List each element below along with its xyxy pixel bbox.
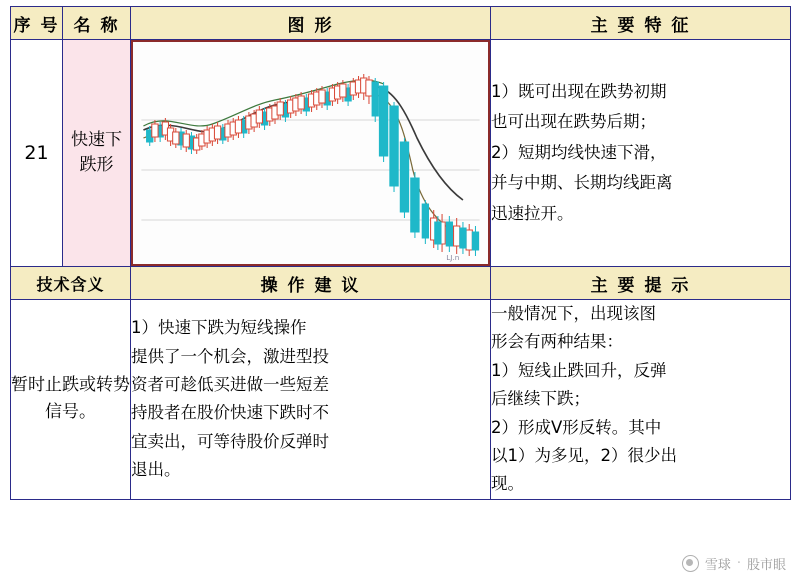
advice-line: 1）快速下跌为短线操作 bbox=[131, 318, 307, 338]
advice-line: 持股者在股价快速下跌时不 bbox=[131, 403, 329, 423]
watermark bbox=[682, 554, 786, 573]
feature-line: 并与中期、长期均线距离 bbox=[491, 173, 673, 193]
candlestick-chart bbox=[131, 40, 490, 266]
pattern-table bbox=[10, 6, 791, 500]
feature-line: 迅速拉开。 bbox=[491, 203, 574, 223]
document-page bbox=[0, 6, 800, 579]
header-chart: 图 形 bbox=[131, 7, 491, 40]
tip-line: 1）短线止跌回升，反弹 bbox=[491, 360, 667, 380]
watermark-separator: · bbox=[736, 556, 741, 571]
advice-line: 退出。 bbox=[131, 460, 181, 480]
feature-line: 也可出现在跌势后期； bbox=[491, 112, 656, 132]
cell-sequence: 21 bbox=[11, 40, 63, 267]
cell-technical-meaning: 暂时止跌或转势信号。 bbox=[11, 300, 131, 500]
table-header-row-2 bbox=[11, 267, 791, 300]
tip-line: 后继续下跌； bbox=[491, 389, 590, 409]
xueqiu-logo-icon bbox=[682, 555, 699, 572]
advice-line: 宜卖出，可等待股价反弹时 bbox=[131, 431, 329, 451]
cell-features bbox=[491, 40, 791, 267]
tip-line: 2）形成V形反转。其中 bbox=[491, 417, 662, 437]
header-tips: 主 要 提 示 bbox=[491, 267, 791, 300]
feature-line: 1）既可出现在跌势初期 bbox=[491, 81, 667, 101]
tip-line: 以1）为多见，2）很少出 bbox=[491, 445, 677, 465]
header-meaning: 技术含义 bbox=[11, 267, 131, 300]
table-row-2 bbox=[11, 300, 791, 500]
tip-line: 形会有两种结果： bbox=[491, 332, 623, 352]
tip-line: 一般情况下，出现该图 bbox=[491, 304, 656, 323]
watermark-account: 股市眼 bbox=[746, 558, 786, 573]
cell-pattern-name: 快速下跌形 bbox=[63, 40, 131, 267]
watermark-brand: 雪球 bbox=[704, 558, 731, 573]
tip-line: 现。 bbox=[491, 474, 524, 494]
kline-svg bbox=[133, 42, 488, 264]
advice-line: 提供了一个机会，激进型投 bbox=[131, 346, 329, 366]
chart-axis-label: LJ.n bbox=[446, 253, 460, 262]
table-row bbox=[11, 40, 791, 267]
advice-line: 资者可趁低买进做一些短差 bbox=[131, 374, 329, 394]
header-seq: 序 号 bbox=[11, 7, 63, 40]
feature-line: 2）短期均线快速下滑， bbox=[491, 142, 667, 162]
table-header-row bbox=[11, 7, 791, 40]
cell-chart bbox=[131, 40, 491, 267]
header-features: 主 要 特 征 bbox=[491, 7, 791, 40]
cell-advice bbox=[131, 300, 491, 500]
header-advice: 操 作 建 议 bbox=[131, 267, 491, 300]
header-name: 名 称 bbox=[63, 7, 131, 40]
cell-tips bbox=[491, 300, 791, 500]
